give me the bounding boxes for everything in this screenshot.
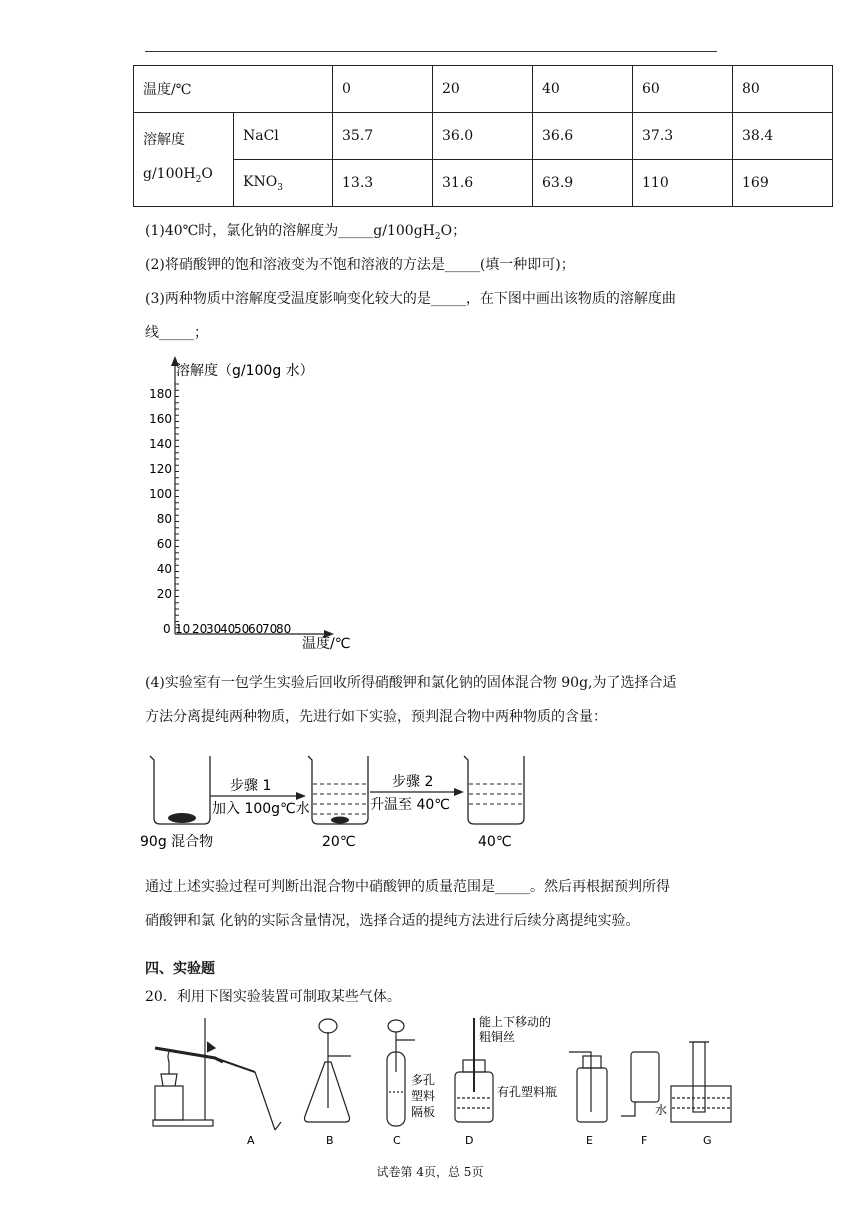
temp-cell: 80 [733,66,833,113]
y-tick-label: 100 [149,487,172,501]
beaker-3 [464,756,524,824]
question-3-line1: (3)两种物质中溶解度受温度影响变化较大的是_____，在下图中画出该物质的溶解度曲 [145,291,676,307]
apparatus-label-e: E [586,1134,593,1147]
beaker-1-label: 90g 混合物 [140,834,214,850]
x-tick-label: 10 [175,622,191,636]
value-cell: 36.0 [433,113,533,160]
row-name-kno3: $KNO_3$ [234,160,333,207]
value-cell: 38.4 [733,113,833,160]
x-tick-label: 30 [206,622,222,636]
x-axis-label: 温度/℃ [302,636,351,652]
apparatus-d-note-top-2: 粗铜丝 [479,1030,516,1044]
y-tick-labels [149,387,172,601]
header-temp-label: 温度/℃ [134,66,333,113]
x-tick-label: 20 [192,622,208,636]
question-4-line1: (4)实验室有一包学生实验后回收所得硝酸钾和氯化钠的固体混合物 90g,为了选择合适 [145,675,677,691]
section-title: 四、实验题 [145,961,215,977]
x-tick-label: 80 [276,622,292,636]
beaker-2-label: 20℃ [322,834,356,850]
page-footer: 试卷第 4页，总 5页 [376,1165,484,1179]
undissolved-solid [331,817,349,824]
question-20: 20．利用下图实验装置可制取某些气体。 [145,989,401,1005]
y-tick-label: 80 [156,512,172,526]
y-axis-label: 溶解度（g/100g 水） [176,363,314,379]
apparatus-c-note-2: 塑料 [411,1089,436,1103]
y-tick-label: 160 [149,412,172,426]
y-minor-ticks [175,384,179,634]
table-row [134,66,833,113]
apparatus-label-g: G [703,1134,712,1147]
x-tick-label: 70 [262,622,278,636]
apparatus-d-note-top-1: 能上下移动的 [479,1015,552,1029]
apparatus-label-d: D [465,1134,474,1147]
temp-cell: 40 [533,66,633,113]
x-tick-label: 60 [248,622,264,636]
table-row [134,113,833,160]
beaker-1 [150,756,210,824]
x-tick-label: 40 [220,622,236,636]
y-tick-label: 120 [149,462,172,476]
y-tick-label: 180 [149,387,172,401]
step-2-label: 步骤 2 [392,774,434,790]
temp-cell: 0 [333,66,433,113]
step-1-action: 加入 100g℃水 [212,801,310,817]
x-tick-label: 50 [234,622,250,636]
value-cell: 110 [633,160,733,207]
header-rule [145,51,717,52]
y-tick-label: 140 [149,437,172,451]
group-label-line1: 溶解度 [143,131,185,148]
y-tick-label: 60 [156,537,172,551]
apparatus-e [569,1052,607,1122]
apparatus-label-c: C [393,1134,401,1147]
x-tick-labels [175,622,291,636]
group-label-line2: $g/100H_2O$ [143,165,213,185]
apparatus-b [305,1019,352,1122]
question-2: (2)将硝酸钾的饱和溶液变为不饱和溶液的方法是_____(填一种即可)； [145,257,575,273]
apparatus-d-note-side: 有孔塑料瓶 [497,1085,558,1099]
value-cell: 63.9 [533,160,633,207]
question-1: (1)40℃时，氯化钠的溶解度为$\_\_\_\_\_g/100gH_2O$； [145,223,467,242]
apparatus-g [671,1042,731,1122]
y-tick-label: 40 [156,562,172,576]
solubility-table [133,65,833,207]
solubility-group-label [134,113,234,207]
value-cell: 13.3 [333,160,433,207]
temp-cell: 60 [633,66,733,113]
apparatus-a [153,1018,281,1130]
step-2-action: 升温至 40℃ [370,797,450,813]
apparatus-diagram [145,1012,745,1152]
question-4-after-line1: 通过上述实验过程可判断出混合物中硝酸钾的质量范围是_____。然后再根据预判所得 [145,879,670,895]
apparatus-c-note-1: 多孔 [411,1073,436,1087]
question-3-line2: 线_____； [145,325,208,341]
solid-mixture [168,813,196,823]
apparatus-label-b: B [326,1134,334,1147]
value-cell: 36.6 [533,113,633,160]
apparatus-label-a: A [247,1134,255,1147]
experiment-diagram [130,748,530,858]
table-row [134,160,833,207]
value-cell: 37.3 [633,113,733,160]
apparatus-f-note: 水 [655,1103,668,1117]
value-cell: 35.7 [333,113,433,160]
apparatus-f [621,1052,659,1116]
beaker-2 [308,756,368,824]
question-4-after-line2: 硝酸钾和氯 化钠的实际含量情况，选择合适的提纯方法进行后续分离提纯实验。 [145,913,640,929]
apparatus-c-note-3: 隔板 [411,1105,436,1119]
solubility-graph [140,352,360,652]
value-cell: 169 [733,160,833,207]
y-tick-label: 20 [156,587,172,601]
value-cell: 31.6 [433,160,533,207]
beaker-3-label: 40℃ [478,834,512,850]
temp-cell: 20 [433,66,533,113]
row-name-nacl: NaCl [234,113,333,160]
apparatus-label-f: F [641,1134,648,1147]
origin-label: 0 [163,622,171,636]
step-1-label: 步骤 1 [230,778,272,794]
question-4-line2: 方法分离提纯两种物质，先进行如下实验，预判混合物中两种物质的含量： [145,709,607,725]
